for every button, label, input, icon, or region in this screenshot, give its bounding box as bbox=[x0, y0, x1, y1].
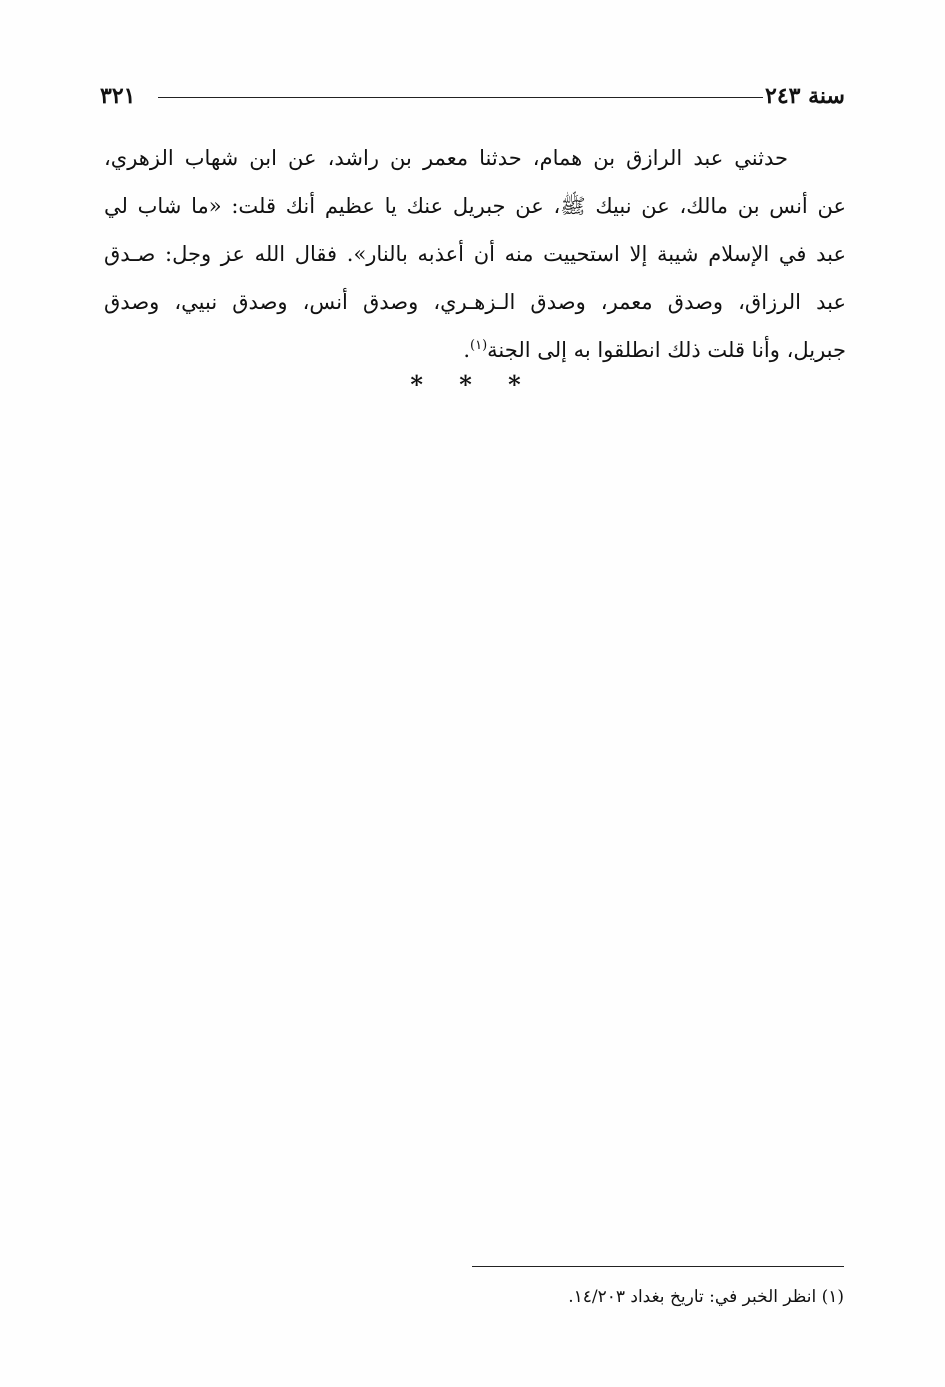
line-end-period: . bbox=[463, 338, 471, 362]
main-text bbox=[104, 134, 846, 374]
page-header bbox=[100, 78, 845, 114]
text-line-5 bbox=[104, 326, 846, 374]
text-line-5-content: جبريل، وأنا قلت ذلك انطلقوا به إلى الجنة bbox=[487, 338, 846, 362]
header-rule bbox=[158, 97, 763, 98]
running-title: سنة ٢٤٣ bbox=[765, 83, 845, 109]
footnote-1: (١) انظر الخبر في: تاريخ بغداد ١٤/٢٠٣. bbox=[568, 1287, 844, 1307]
page-number: ٣٢١ bbox=[100, 83, 136, 109]
footnote-rule bbox=[472, 1266, 844, 1267]
text-line-1: حدثني عبد الرازق بن همام، حدثنا معمر بن راشد، عن ابن شهاب الزهري، bbox=[104, 146, 788, 170]
text-line-3: عبد في الإسلام شيبة إلا استحييت منه أن أعذبه بالنار». فقال الله عز وجل: صـدق bbox=[104, 242, 846, 266]
text-line-2: عن أنس بن مالك، عن نبيك ﷺ، عن جبريل عنك يا عظيم أنك قلت: «ما شاب لي bbox=[104, 194, 846, 218]
section-separator: * * * bbox=[410, 370, 535, 399]
footnote-reference: (١) bbox=[470, 338, 488, 353]
text-line-4: عبد الرزاق، وصدق معمر، وصدق الـزهـري، وصدق أنس، وصدق نبيي، وصدق bbox=[104, 290, 846, 314]
